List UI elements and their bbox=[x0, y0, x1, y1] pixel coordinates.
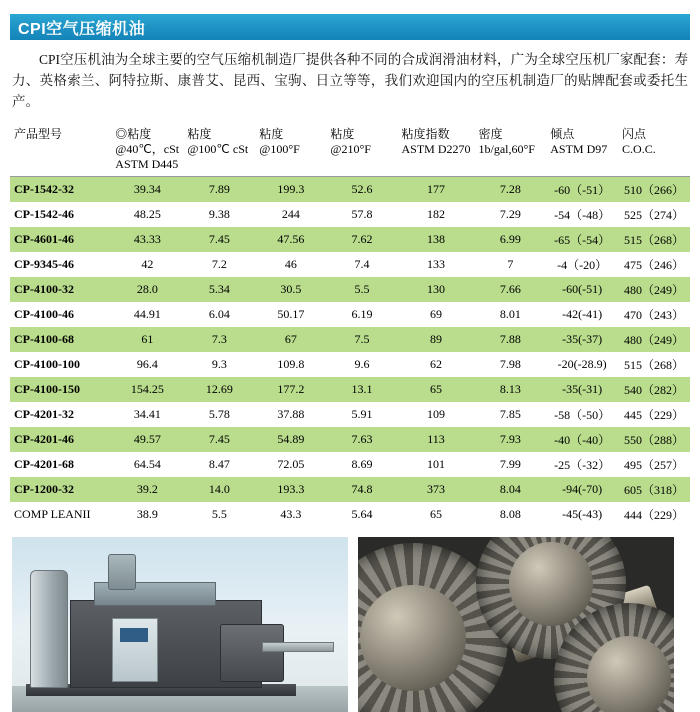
cell-model: CP-4100-68 bbox=[10, 327, 111, 352]
cell-vi: 182 bbox=[427, 207, 445, 221]
cell-v210f: 5.5 bbox=[326, 277, 397, 302]
cell-density: 8.01 bbox=[499, 307, 521, 321]
header-cell-viscosity-100c bbox=[183, 124, 255, 177]
cell-pour: -25（-32） bbox=[554, 458, 611, 472]
cell-model: CP-1542-32 bbox=[10, 177, 111, 203]
header-line-2: @100°F bbox=[259, 142, 300, 156]
cell-pour: -54（-48） bbox=[554, 208, 611, 222]
cell-v210f: 8.69 bbox=[351, 457, 373, 471]
cell-v100f: 37.88 bbox=[277, 407, 305, 421]
cell-v100f: 47.56 bbox=[255, 227, 326, 252]
header-cell-viscosity-index bbox=[398, 124, 475, 177]
cell-v40: 96.4 bbox=[136, 357, 158, 371]
cell-vi: 109 bbox=[427, 407, 445, 421]
cell-v210f: 5.91 bbox=[351, 407, 373, 421]
cell-v210f: 52.6 bbox=[326, 177, 397, 203]
cell-v40: 154.25 bbox=[111, 377, 183, 402]
cell-pour: -42(-41) bbox=[562, 307, 603, 321]
cell-v100c: 5.34 bbox=[183, 277, 255, 302]
cell-flash: 525（274） bbox=[624, 208, 685, 222]
table-row bbox=[10, 352, 690, 377]
cell-model: CP-4100-46 bbox=[14, 307, 74, 321]
header-cell-viscosity-40c bbox=[111, 124, 183, 177]
cell-v210f: 7.4 bbox=[354, 257, 370, 271]
cell-vi: 373 bbox=[398, 477, 475, 502]
table-row bbox=[10, 452, 690, 477]
cell-v210f: 7.5 bbox=[326, 327, 397, 352]
photo-panel-screen bbox=[120, 628, 148, 642]
cell-flash: 495（257） bbox=[624, 458, 685, 472]
cell-density: 7.93 bbox=[475, 427, 547, 452]
cell-pour: -45(-43) bbox=[562, 507, 603, 521]
cell-v100f: 50.17 bbox=[277, 307, 305, 321]
cell-flash: 515（268） bbox=[618, 227, 690, 252]
cell-v100c: 7.45 bbox=[183, 427, 255, 452]
cell-v100f: 72.05 bbox=[277, 457, 305, 471]
cell-v100c: 7.2 bbox=[211, 257, 227, 271]
cell-v40: 34.41 bbox=[133, 407, 161, 421]
cell-v100f: 109.8 bbox=[277, 357, 305, 371]
cell-density: 7.98 bbox=[499, 357, 521, 371]
cell-vi: 113 bbox=[398, 427, 475, 452]
cell-v100c: 7.45 bbox=[183, 227, 255, 252]
cell-flash: 510（266） bbox=[618, 177, 690, 203]
header-line-1: 产品型号 bbox=[14, 127, 63, 141]
cell-flash: 480（249） bbox=[618, 327, 690, 352]
cell-density: 7.66 bbox=[475, 277, 547, 302]
cell-v100c: 8.47 bbox=[208, 457, 230, 471]
cell-v210f: 57.8 bbox=[351, 207, 373, 221]
cell-flash: 480（249） bbox=[618, 277, 690, 302]
cell-pour: -4（-20） bbox=[557, 258, 608, 272]
cell-v100c: 9.38 bbox=[208, 207, 230, 221]
cell-v100c: 5.78 bbox=[208, 407, 230, 421]
cell-density: 7.85 bbox=[499, 407, 521, 421]
specs-table-head bbox=[10, 124, 690, 177]
cell-density: 7.29 bbox=[499, 207, 521, 221]
cell-pour: -58（-50） bbox=[554, 408, 611, 422]
cell-flash: 444（229） bbox=[624, 508, 685, 522]
cell-v40: 43.33 bbox=[111, 227, 183, 252]
table-row bbox=[10, 177, 690, 203]
cell-model: CP-4100-150 bbox=[10, 377, 111, 402]
table-row bbox=[10, 502, 690, 527]
cell-vi: 65 bbox=[430, 507, 442, 521]
cell-density: 8.04 bbox=[475, 477, 547, 502]
cell-v100f: 30.5 bbox=[255, 277, 326, 302]
cell-model: CP-4201-32 bbox=[14, 407, 74, 421]
cell-v40: 61 bbox=[111, 327, 183, 352]
cell-pour: -60（-51） bbox=[546, 177, 618, 203]
cell-flash: 605（318） bbox=[618, 477, 690, 502]
cell-model: CP-9345-46 bbox=[14, 257, 74, 271]
cell-v100c: 14.0 bbox=[183, 477, 255, 502]
photo-row bbox=[10, 537, 690, 712]
cell-v100f: 193.3 bbox=[255, 477, 326, 502]
cell-v40: 64.54 bbox=[133, 457, 161, 471]
cell-vi: 65 bbox=[398, 377, 475, 402]
cell-v210f: 7.63 bbox=[326, 427, 397, 452]
cell-vi: 62 bbox=[430, 357, 442, 371]
photo-duct-riser bbox=[108, 554, 136, 590]
cell-v100c: 6.04 bbox=[208, 307, 230, 321]
cell-v40: 38.9 bbox=[136, 507, 158, 521]
cell-flash: 515（268） bbox=[624, 358, 685, 372]
cell-v40: 28.0 bbox=[111, 277, 183, 302]
cell-vi: 177 bbox=[398, 177, 475, 203]
header-line-2: ASTM D97 bbox=[550, 142, 608, 156]
cell-v100f: 54.89 bbox=[255, 427, 326, 452]
cell-model: CP-4100-100 bbox=[14, 357, 80, 371]
cell-vi: 130 bbox=[398, 277, 475, 302]
cell-density: 8.08 bbox=[499, 507, 521, 521]
cell-v210f: 9.6 bbox=[354, 357, 370, 371]
industrial-gears-photo bbox=[358, 537, 674, 712]
header-row bbox=[10, 124, 690, 177]
cell-pour: -94(-70) bbox=[546, 477, 618, 502]
cell-v100f: 46 bbox=[284, 257, 297, 271]
photo-air-tank bbox=[30, 570, 68, 688]
header-cell-density bbox=[475, 124, 547, 177]
header-line-2: 1b/gal,60°F bbox=[478, 142, 535, 156]
cell-vi: 101 bbox=[427, 457, 445, 471]
cell-v100c: 5.5 bbox=[211, 507, 227, 521]
cell-vi: 89 bbox=[398, 327, 475, 352]
cell-v40: 39.2 bbox=[111, 477, 183, 502]
cell-v100f: 43.3 bbox=[280, 507, 302, 521]
page-title-bar bbox=[10, 14, 690, 40]
cell-v40: 44.91 bbox=[133, 307, 161, 321]
cell-v100f: 244 bbox=[281, 207, 300, 221]
header-cell-viscosity-210f bbox=[326, 124, 397, 177]
specs-table-body bbox=[10, 177, 690, 528]
cell-vi: 138 bbox=[398, 227, 475, 252]
header-cell-model bbox=[10, 124, 111, 177]
cell-pour: -40（-40） bbox=[546, 427, 618, 452]
cell-vi: 69 bbox=[430, 307, 442, 321]
air-compressor-unit-photo bbox=[12, 537, 348, 712]
cell-density: 7.28 bbox=[475, 177, 547, 203]
cell-v100c: 12.69 bbox=[183, 377, 255, 402]
cell-v100f: 199.3 bbox=[255, 177, 326, 203]
header-cell-viscosity-100f bbox=[255, 124, 326, 177]
header-line-1: 粘度指数 bbox=[401, 127, 450, 141]
photo-pipe bbox=[262, 642, 334, 652]
cell-v210f: 6.19 bbox=[351, 307, 373, 321]
cell-flash: 470（243） bbox=[624, 308, 685, 322]
cell-v210f: 13.1 bbox=[326, 377, 397, 402]
cell-model: CP-4601-46 bbox=[10, 227, 111, 252]
cell-v100f: 177.2 bbox=[255, 377, 326, 402]
cell-density: 7.99 bbox=[499, 457, 521, 471]
intro-paragraph: CPI空压机油为全球主要的空气压缩机制造厂提供各种不同的合成润滑油材料，广为全球空压机厂家配套：寿力、英格索兰、阿特拉斯、康普艾、昆西、宝驹、日立等等，我们欢迎国内的空压机制造厂的贴牌配套或委托生产。 bbox=[12, 52, 688, 109]
header-line-2: @40℃，cSt bbox=[115, 142, 180, 156]
table-row bbox=[10, 227, 690, 252]
cell-v100c: 9.3 bbox=[211, 357, 227, 371]
table-row bbox=[10, 327, 690, 352]
header-line-1: ◎粘度 bbox=[115, 127, 152, 141]
cell-v210f: 7.62 bbox=[326, 227, 397, 252]
table-row bbox=[10, 477, 690, 502]
cell-v40: 49.57 bbox=[111, 427, 183, 452]
cell-v100c: 7.3 bbox=[183, 327, 255, 352]
header-cell-pour-point bbox=[546, 124, 618, 177]
header-line-1: 密度 bbox=[478, 127, 503, 141]
page-title: CPI空气压缩机油 bbox=[18, 20, 146, 38]
table-row bbox=[10, 302, 690, 327]
cell-v40: 42 bbox=[141, 257, 154, 271]
header-line-3: ASTM D445 bbox=[115, 157, 179, 171]
document-page bbox=[0, 14, 700, 698]
cell-v100c: 7.89 bbox=[183, 177, 255, 203]
cell-model: CP-1542-46 bbox=[14, 207, 74, 221]
cell-density: 7.88 bbox=[475, 327, 547, 352]
cell-density: 6.99 bbox=[475, 227, 547, 252]
header-line-2: ASTM D2270 bbox=[401, 142, 471, 156]
cell-pour: -60(-51) bbox=[546, 277, 618, 302]
cell-pour: -65（-54） bbox=[546, 227, 618, 252]
cell-v210f: 74.8 bbox=[326, 477, 397, 502]
cell-pour: -20(-28.9) bbox=[557, 357, 607, 371]
cell-v100f: 67 bbox=[255, 327, 326, 352]
table-row bbox=[10, 277, 690, 302]
header-line-1: 粘度 bbox=[187, 127, 212, 141]
header-line-1: 粘度 bbox=[330, 127, 355, 141]
cell-vi: 133 bbox=[427, 257, 445, 271]
cell-density: 7 bbox=[507, 257, 514, 271]
header-line-2: @100℃ cSt bbox=[187, 142, 249, 156]
table-row bbox=[10, 377, 690, 402]
header-line-2: C.O.C. bbox=[622, 142, 656, 156]
cell-model: CP-4201-46 bbox=[10, 427, 111, 452]
header-line-1: 粘度 bbox=[259, 127, 284, 141]
table-row bbox=[10, 202, 690, 227]
cell-flash: 550（288） bbox=[618, 427, 690, 452]
photo-motor bbox=[220, 624, 284, 682]
cell-v40: 48.25 bbox=[133, 207, 161, 221]
cell-density: 8.13 bbox=[475, 377, 547, 402]
cell-model: COMP LEANII bbox=[14, 507, 91, 521]
header-line-2: @210°F bbox=[330, 142, 371, 156]
cell-v40: 39.34 bbox=[111, 177, 183, 203]
cell-pour: -35(-31) bbox=[546, 377, 618, 402]
header-line-1: 倾点 bbox=[550, 127, 575, 141]
table-row bbox=[10, 427, 690, 452]
cell-flash: 445（229） bbox=[624, 408, 685, 422]
table-row bbox=[10, 252, 690, 277]
cell-model: CP-4201-68 bbox=[14, 457, 74, 471]
table-row bbox=[10, 402, 690, 427]
header-line-1: 闪点 bbox=[622, 127, 647, 141]
cell-v210f: 5.64 bbox=[351, 507, 373, 521]
cell-flash: 475（246） bbox=[624, 258, 685, 272]
cell-pour: -35(-37) bbox=[546, 327, 618, 352]
header-cell-flash-point bbox=[618, 124, 690, 177]
cell-flash: 540（282） bbox=[618, 377, 690, 402]
cell-model: CP-1200-32 bbox=[10, 477, 111, 502]
cell-model: CP-4100-32 bbox=[10, 277, 111, 302]
specs-table bbox=[10, 124, 690, 527]
